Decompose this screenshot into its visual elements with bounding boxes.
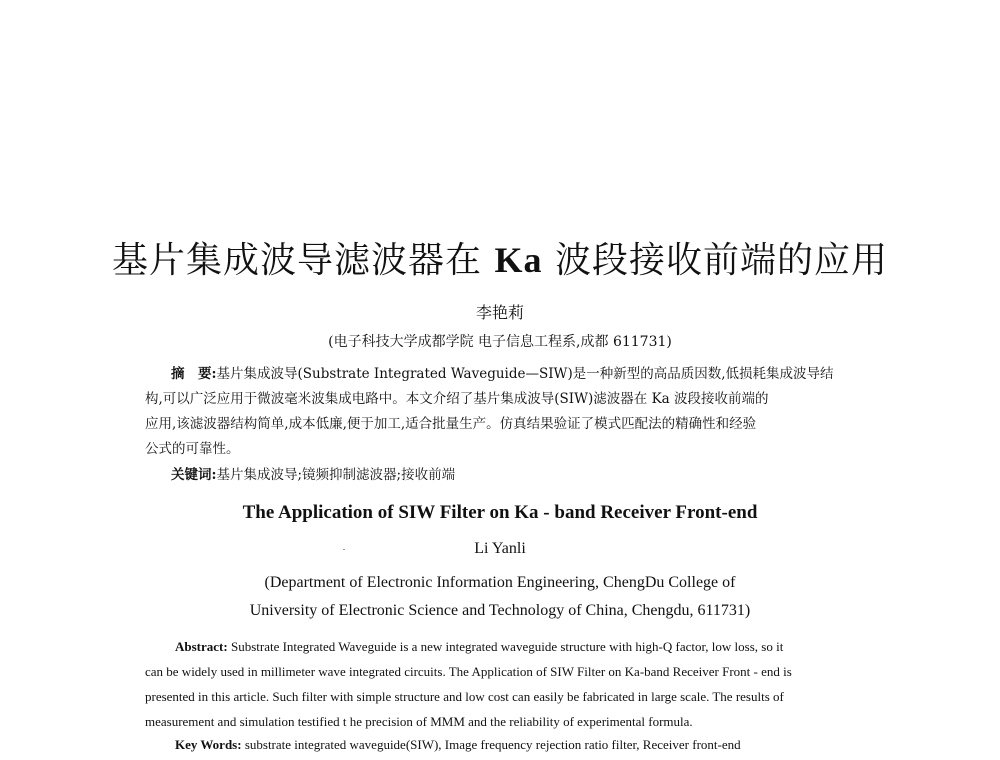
title-chinese — [60, 232, 940, 283]
keywords-english — [175, 737, 741, 753]
abstract-en-text-1: Substrate Integrated Waveguide is a new integrated waveguide structure with high-Q factor, low loss, so it — [227, 639, 784, 654]
abstract-en-label: Abstract: — [175, 639, 228, 654]
keywords-chinese — [171, 463, 455, 483]
abstract-cn-line-4: 公式的可靠性。 — [145, 441, 240, 457]
affiliation-en-line-2: University of Electronic Science and Technology of China, Chengdu, 611731) — [249, 602, 751, 619]
abstract-cn-line-1 — [145, 362, 857, 387]
keywords-cn-text: 基片集成波导;镜频抑制滤波器;接收前端 — [216, 467, 456, 483]
keywords-en-text: substrate integrated waveguide(SIW), Image frequency rejection ratio filter, Receiver front-end — [241, 737, 741, 752]
abstract-cn-label: 摘 要: — [171, 366, 217, 382]
title-english: The Application of SIW Filter on Ka - band Receiver Front-end — [242, 502, 758, 523]
affiliation-en-line-1: (Department of Electronic Information Engineering, ChengDu College of — [264, 574, 736, 591]
title-cn-band: Ka — [494, 240, 543, 280]
abstract-en-line-1 — [145, 634, 857, 659]
abstract-en-line-4: measurement and simulation testified t he precision of MMM and the reliability of experimental formula. — [145, 714, 693, 729]
title-cn-part-1: 基片集成波导滤波器在 — [112, 240, 495, 281]
abstract-english — [145, 634, 857, 734]
author-chinese: 李艳莉 — [475, 303, 524, 322]
keywords-en-label: Key Words: — [175, 737, 242, 752]
title-cn-part-2: 波段接收前端的应用 — [542, 240, 888, 281]
abstract-cn-text-1: 基片集成波导(Substrate Integrated Waveguide—SIW)是一种新型的高品质因数,低损耗集成波导结 — [216, 366, 834, 382]
abstract-chinese — [145, 362, 857, 462]
abstract-en-line-3: presented in this article. Such filter with simple structure and low cost can easily be fabricated in large scale. The results of — [145, 689, 784, 704]
keywords-cn-label: 关键词: — [171, 467, 217, 483]
affiliation-chinese: (电子科技大学成都学院 电子信息工程系,成都 611731) — [328, 334, 672, 350]
affiliation-english — [0, 569, 1000, 625]
abstract-cn-line-2: 构,可以广泛应用于微波毫米波集成电路中。本文介绍了基片集成波导(SIW)滤波器在 Ka 波段接收前端的 — [145, 391, 769, 407]
author-english: Li Yanli — [474, 540, 526, 557]
abstract-en-line-2: can be widely used in millimeter wave integrated circuits. The Application of SIW Filter on Ka-band Receiver Front - end is — [145, 664, 792, 679]
abstract-cn-line-3: 应用,该滤波器结构简单,成本低廉,便于加工,适合批量生产。仿真结果验证了模式匹配法的精确性和经验 — [145, 416, 757, 432]
